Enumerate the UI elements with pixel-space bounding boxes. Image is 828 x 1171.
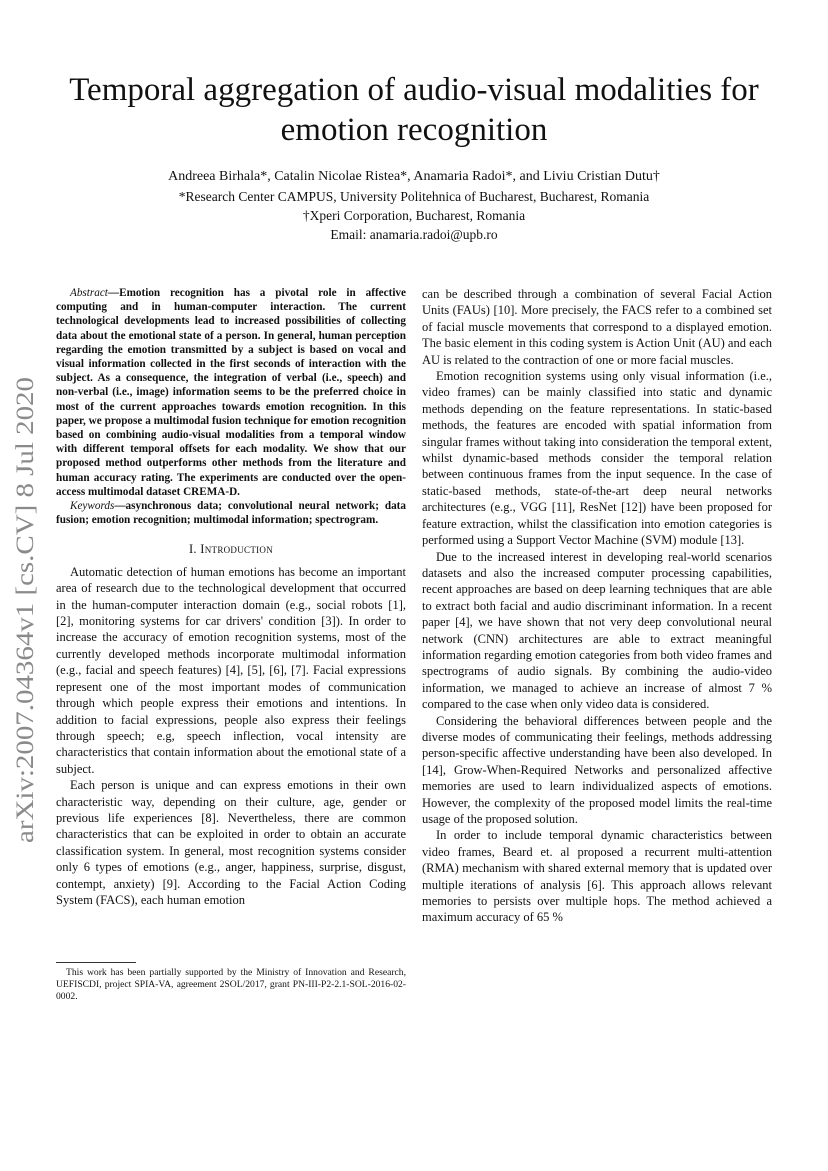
- left-column: [56, 286, 406, 908]
- abstract-label: Abstract: [70, 287, 108, 299]
- right-column: [422, 286, 772, 926]
- keywords-label: Keywords: [70, 500, 115, 513]
- right-paragraph-4: Considering the behavioral differences between people and the diverse modes of communicating their feelings, methods addressing person-specific affective understanding have been also developed. In [14], Grow-When-Required Networks and personalized affective memories are used to learn individualized aspects of emotions. However, the complexity of the proposed model limits the real-time usage of the proposed solution.: [422, 713, 772, 826]
- title-line-1: Temporal aggregation of audio-visual modalities for: [69, 72, 759, 108]
- title-line-2: emotion recognition: [280, 112, 548, 148]
- intro-paragraph-2: Each person is unique and can express emotions in their own characteristic way, depending on their culture, age, gender or previous life experiences [8]. Nevertheless, there are common characteristics that can be exploited in order to obtain an accurate classification system. In general, most recognition systems consider only 6 types of emotions (e.g., anger, happiness, surprise, disgust, contempt, anxiety) [9]. According to the Facial Action Coding System (FACS), each human emotion: [56, 778, 406, 907]
- right-paragraph-5: In order to include temporal dynamic characteristics between video frames, Beard et. al proposed a recurrent multi-attention (RMA) mechanism with shared external memory that is updated over multiple iterations of analysis [6]. This approach allows relevant memories to persists over multiple hops. The method achieved a maximum accuracy of 65 %: [422, 828, 772, 925]
- section-heading: I. Introduction: [188, 542, 274, 557]
- footnote-rule: [56, 962, 136, 963]
- arxiv-stamp: [2, 0, 42, 1171]
- right-paragraph-2: Emotion recognition systems using only visual information (i.e., video frames) can be mainly classified into static and dynamic methods depending on the feature representations. In static-based methods, the features are encoded with spatial information from singular frames without taking into consideration the temporal extent, whilst dynamic-based methods consider the temporal relation between continuous frames from the input sequence. In the case of static-based methods, state-of-the-art deep neural networks architectures (e.g., VGG [11], ResNet [12]) have been proposed for feature extraction, whilst the classification into emotion categories is performed using a Support Vector Machine (SVM) module [13].: [422, 369, 772, 548]
- arxiv-stamp-text: arXiv:2007.04364v1 [cs.CV] 8 Jul 2020: [10, 432, 39, 843]
- affiliation-1: *Research Center CAMPUS, University Politehnica of Bucharest, Bucharest, Romania: [178, 189, 650, 204]
- keywords-text: —asynchronous data; convolutional neural network; data fusion; emotion recognition; multimodal information; spectrogram.: [56, 500, 406, 527]
- abstract-text: —Emotion recognition has a pivotal role in affective computing and in human-computer interaction. The current technological developments lead to increased possibilities of collecting data about the emotional state of a person. In general, human perception regarding the emotion transmitted by a subject is based on vocal and visual information collected in the first seconds of interaction with the subject. As a consequence, the integration of verbal (i.e., speech) and non-verbal (i.e., image) information seems to be the preferred choice in most of the current approaches towards emotion recognition. In this paper, we propose a multimodal fusion technique for emotion recognition based on combining audio-visual modalities from a temporal window with different temporal offsets for each modality. We show that our proposed method outperforms other methods from the literature and human accuracy rating. The experiments are conducted over the open-access multimodal dataset CREMA-D.: [56, 287, 406, 498]
- footnote-text: This work has been partially supported by the Ministry of Innovation and Research, UEFISCDI, project SPIA-VA, agreement 2SOL/2017, grant PN-III-P2-2.1-SOL-2016-02-0002.: [56, 967, 406, 1002]
- paper-title: [40, 70, 788, 150]
- keywords: [56, 499, 406, 527]
- right-paragraph-3: Due to the increased interest in developing real-world scenarios datasets and also the increased computer processing capabilities, recent approaches are based on deep learning techniques that are able to extract both facial and audio discriminant information. In a recent paper [4], we have shown that not very deep convolutional neural network (CNN) architectures are able to extract meaningful information regarding emotion categories from both video frames and spectrograms of audio signals. By combining the audio-video information, we managed to achieve an increase of almost 7 % compared to the case when only video data is considered.: [422, 549, 772, 712]
- intro-paragraph-1: Automatic detection of human emotions has become an important area of research due to the technological development that occurred in the human-computer interaction domain (e.g., social robots [1], [2], monitoring systems for car drivers' condition [3]). In order to increase the accuracy of emotion recognition systems, most of the currently developed methods incorporate multimodal information (e.g., facial and speech features) [4], [5], [6], [7]. Facial expressions represent one of the most important modes of communication through which people express their emotions and intentions. In addition to facial expressions, people also express their feelings through speech; e.g, speech inflection, vocal intensity are characteristics that contain information about the emotional state of a subject.: [56, 564, 406, 776]
- right-paragraph-1: can be described through a combination of several Facial Action Units (FAUs) [10]. More precisely, the FACS refer to a combined set of facial muscle movements that correspond to a displayed emotion. The basic element in this coding system is Action Unit (AU) and each AU is related to the contraction of one or more facial muscles.: [422, 287, 772, 367]
- email-line: Email: anamaria.radoi@upb.ro: [330, 227, 498, 242]
- authors-line: Andreea Birhala*, Catalin Nicolae Ristea*, Anamaria Radoi*, and Liviu Cristian Dutu†: [168, 169, 660, 184]
- author-block: [40, 166, 788, 244]
- abstract: [56, 286, 406, 499]
- footnote: [56, 962, 406, 1003]
- affiliation-2: †Xperi Corporation, Bucharest, Romania: [302, 208, 526, 223]
